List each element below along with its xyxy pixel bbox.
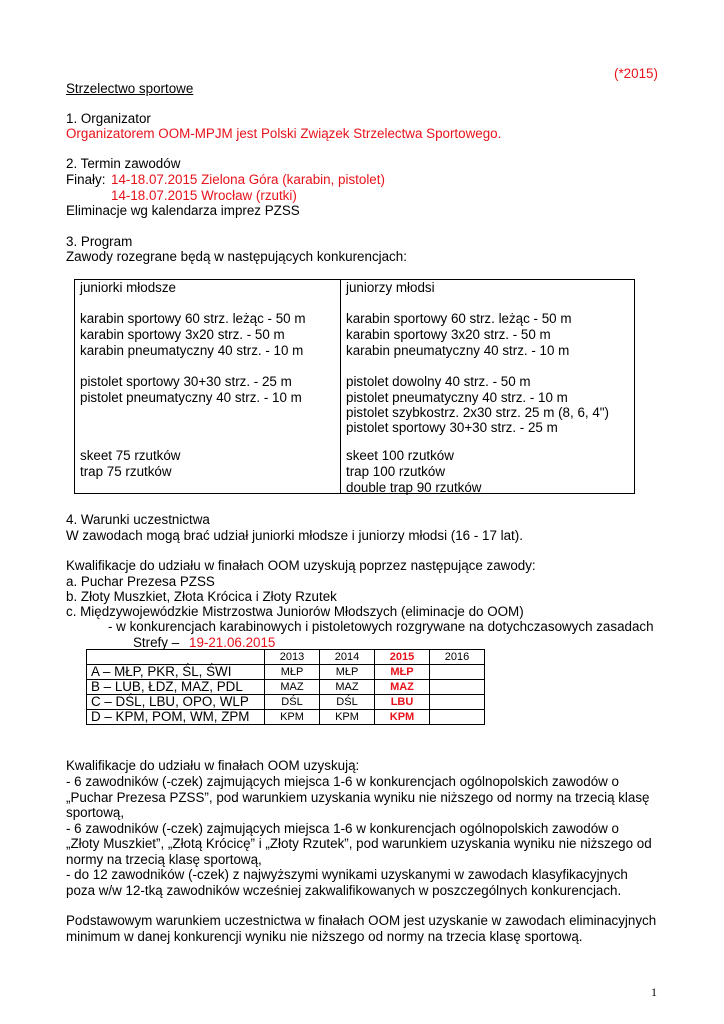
year-header: 2013: [265, 650, 320, 665]
zones-date: 19-21.06.2015: [189, 635, 276, 650]
page-number: 1: [651, 985, 657, 999]
qualification-event: c. Międzywojewódzkie Mistrzostwa Juniorów Młodszych (eliminacje do OOM): [66, 604, 524, 619]
program-intro: Zawody rozegrane będą w następujących konkurencjach:: [66, 249, 407, 264]
zone-name: A – MŁP, PKR, ŚL, ŚWI: [87, 665, 265, 680]
zone-host-current: MAZ: [375, 680, 430, 695]
table-row: [87, 680, 485, 695]
event-item: trap 75 rzutków: [80, 464, 172, 479]
zone-name: C – DŚL, LBU, OPO, WLP: [87, 695, 265, 710]
zone-name: D – KPM, POM, WM, ZPM: [87, 710, 265, 725]
conditions-text: W zawodach mogą brać udział juniorki młodsze i juniorzy młodsi (16 - 17 lat).: [66, 528, 523, 543]
zone-host: MAZ: [320, 680, 375, 695]
table-row: [87, 665, 485, 680]
event-item: pistolet pneumatyczny 40 strz. - 10 m: [80, 390, 302, 405]
zone-host: [430, 695, 485, 710]
qualification-line: - 6 zawodników (-czek) zajmujących miejsca 1-6 w konkurencjach ogólnopolskich zawodów o: [66, 774, 619, 789]
qualification-line: normy na trzecią klasę sportową,: [66, 852, 262, 867]
event-item: double trap 90 rzutków: [346, 480, 482, 495]
event-item: karabin sportowy 3x20 strz. - 50 m: [80, 327, 285, 342]
event-item: pistolet sportowy 30+30 strz. - 25 m: [346, 420, 558, 435]
zone-host-current: KPM: [375, 710, 430, 725]
event-item: karabin sportowy 60 strz. leżąc - 50 m: [80, 311, 306, 326]
qualification-line: poza w/w 12-tką zawodników wcześniej zakwalifikowanych w poszczególnych konkurencjach.: [66, 883, 622, 898]
zone-host-current: LBU: [375, 695, 430, 710]
zone-host: [430, 680, 485, 695]
zones-header-blank: [87, 650, 265, 665]
zone-host: KPM: [265, 710, 320, 725]
conditions-heading: 4. Warunki uczestnictwa: [66, 512, 210, 527]
zone-host: DŚL: [320, 695, 375, 710]
qualification-line: „Puchar Prezesa PZSS”, pod warunkiem uzyskania wyniku nie niższego od normy na trzecią klasę: [66, 790, 650, 805]
year-header: 2014: [320, 650, 375, 665]
zone-host: DŚL: [265, 695, 320, 710]
organizer-heading: 1. Organizator: [66, 111, 151, 126]
zones-table: [86, 649, 485, 725]
zone-host: [430, 710, 485, 725]
year-tag: (*2015): [614, 66, 658, 81]
zone-host: [430, 665, 485, 680]
zone-host: KPM: [320, 710, 375, 725]
event-item: pistolet pneumatyczny 40 strz. - 10 m: [346, 390, 568, 405]
event-item: pistolet sportowy 30+30 strz. - 25 m: [80, 374, 292, 389]
finals-label: Finały:: [66, 172, 106, 187]
organizer-text: Organizatorem OOM-MPJM jest Polski Związek Strzelectwa Sportowego.: [66, 126, 502, 141]
program-table: [74, 279, 635, 494]
table-row: [87, 710, 485, 725]
column-header: juniorzy młodsi: [346, 280, 435, 295]
year-header-current: 2015: [375, 650, 430, 665]
program-column-juniors-female: [75, 280, 341, 493]
zone-host-current: MŁP: [375, 665, 430, 680]
qualification-intro: Kwalifikacje do udziału w finałach OOM uzyskują:: [66, 758, 360, 773]
finals-date-2: 14-18.07.2015 Wrocław (rzutki): [111, 188, 297, 203]
year-header: 2016: [430, 650, 485, 665]
zone-host: MŁP: [265, 665, 320, 680]
event-item: karabin sportowy 3x20 strz. - 50 m: [346, 327, 551, 342]
qualification-sub-item: - w konkurencjach karabinowych i pistoletowych rozgrywane na dotychczasowych zasadach: [108, 619, 654, 634]
event-item: karabin pneumatyczny 40 strz. - 10 m: [346, 343, 570, 358]
event-item: skeet 100 rzutków: [346, 448, 454, 463]
zones-label: Strefy –: [133, 635, 180, 650]
event-item: karabin sportowy 60 strz. leżąc - 50 m: [346, 311, 572, 326]
event-item: pistolet szybkostrz. 2x30 strz. 25 m (8, 6, 4"): [346, 405, 609, 420]
zone-name: B – LUB, ŁDZ, MAZ, PDL: [87, 680, 265, 695]
qualification-line: „Złoty Muszkiet”, „Złotą Krócicę” i „Złoty Rzutek”, pod warunkiem uzyskania wyniku nie niższego od: [66, 836, 652, 851]
qualification-event: b. Złoty Muszkiet, Złota Krócica i Złoty Rzutek: [66, 589, 337, 604]
event-item: karabin pneumatyczny 40 strz. - 10 m: [80, 343, 304, 358]
event-item: skeet 75 rzutków: [80, 448, 181, 463]
dates-heading: 2. Termin zawodów: [66, 156, 181, 171]
zone-host: MAZ: [265, 680, 320, 695]
zones-header-row: [87, 650, 485, 665]
program-column-juniors-male: [341, 280, 634, 493]
final-condition: minimum w danej konkurencji wyniku nie niższego od normy na trzecia klasę sportową.: [66, 929, 583, 944]
eliminations-text: Eliminacje wg kalendarza imprez PZSS: [66, 203, 300, 218]
finals-date-1: 14-18.07.2015 Zielona Góra (karabin, pistolet): [111, 172, 385, 187]
program-heading: 3. Program: [66, 234, 133, 249]
qualification-event: a. Puchar Prezesa PZSS: [66, 574, 215, 589]
event-item: trap 100 rzutków: [346, 464, 445, 479]
table-row: [87, 695, 485, 710]
qualification-line: - do 12 zawodników (-czek) z najwyższymi wynikami uzyskanymi w zawodach klasyfikacyjnych: [66, 867, 628, 882]
zone-host: MŁP: [320, 665, 375, 680]
column-header: juniorki młodsze: [80, 280, 177, 295]
final-condition: Podstawowym warunkiem uczestnictwa w finałach OOM jest uzyskanie w zawodach eliminacyjnych: [66, 913, 657, 928]
qualification-line: - 6 zawodników (-czek) zajmujących miejsca 1-6 w konkurencjach ogólnopolskich zawodów o: [66, 821, 619, 836]
qualification-events-intro: Kwalifikacje do udziału w finałach OOM uzyskują poprzez następujące zawody:: [66, 558, 536, 573]
qualification-line: sportową,: [66, 805, 125, 820]
page-title: Strzelectwo sportowe: [66, 81, 194, 96]
event-item: pistolet dowolny 40 strz. - 50 m: [346, 374, 531, 389]
